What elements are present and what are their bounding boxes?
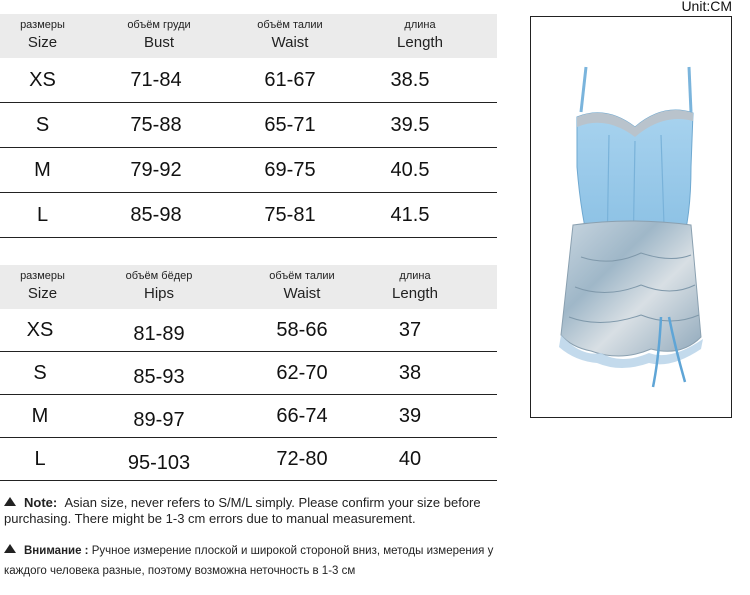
- waist-cell: 69-75: [264, 158, 316, 181]
- table-header: [0, 265, 497, 309]
- waist-cell: 75-81: [264, 203, 316, 226]
- table-row: [0, 438, 497, 481]
- right-strap: [689, 67, 691, 112]
- header-hips: [100, 265, 218, 302]
- bottom-size-table: [0, 265, 497, 481]
- top-size-table: [0, 14, 497, 238]
- header-en: Size: [27, 34, 58, 51]
- size-cell: XS: [29, 68, 56, 91]
- header-ru: размеры: [20, 270, 65, 282]
- note-russian: [4, 541, 524, 581]
- header-waist: [230, 14, 350, 51]
- length-cell: 40.5: [390, 158, 430, 181]
- header-ru: объём груди: [127, 19, 191, 31]
- table-row: [0, 309, 497, 352]
- product-photo: [530, 16, 732, 418]
- size-cell: S: [33, 361, 47, 384]
- note-english: [4, 495, 514, 527]
- size-cell: M: [34, 158, 51, 181]
- table-row: [0, 193, 497, 238]
- header-length: [355, 265, 475, 302]
- bust-cell: 75-88: [130, 113, 182, 136]
- header-en: Length: [392, 285, 438, 302]
- header-ru: объём талии: [269, 270, 335, 282]
- hips-cell: 89-97: [133, 408, 185, 431]
- header-en: Waist: [283, 285, 321, 302]
- size-cell: M: [31, 404, 49, 427]
- header-ru: объём бёдер: [125, 270, 193, 282]
- garment-illustration: [531, 17, 731, 417]
- hips-cell: 95-103: [127, 451, 191, 474]
- header-ru: длина: [404, 19, 436, 31]
- warning-triangle-icon: [4, 497, 16, 506]
- waist-cell: 58-66: [276, 318, 328, 341]
- header-ru: объём талии: [257, 19, 323, 31]
- header-en: Bust: [143, 34, 174, 51]
- table-row: [0, 395, 497, 438]
- size-cell: L: [36, 203, 49, 226]
- table-row: [0, 103, 497, 148]
- note-label: Внимание :: [24, 545, 89, 557]
- table-row: [0, 148, 497, 193]
- length-cell: 39.5: [390, 113, 430, 136]
- header-size: [0, 14, 85, 51]
- waist-cell: 66-74: [276, 404, 328, 427]
- header-waist: [242, 265, 362, 302]
- bust-cell: 71-84: [130, 68, 182, 91]
- header-ru: размеры: [20, 19, 65, 31]
- waist-cell: 61-67: [264, 68, 316, 91]
- header-length: [360, 14, 480, 51]
- waist-cell: 62-70: [276, 361, 328, 384]
- left-strap: [581, 67, 586, 112]
- note-text: Ручное измерение плоской и широкой стороной вниз, методы измерения у каждого человека разные, поэтому возможна неточность в 1-3 см: [4, 545, 494, 577]
- table-header: [0, 14, 497, 58]
- length-cell: 39: [398, 404, 422, 427]
- hips-cell: 81-89: [133, 322, 185, 345]
- length-cell: 40: [398, 447, 422, 470]
- length-cell: 38: [398, 361, 422, 384]
- length-cell: 38.5: [390, 68, 430, 91]
- unit-label: Unit:CM: [681, 0, 732, 14]
- bust-cell: 85-98: [130, 203, 182, 226]
- waist-cell: 65-71: [264, 113, 316, 136]
- note-label: Note:: [24, 495, 58, 510]
- header-en: Length: [397, 34, 443, 51]
- size-cell: XS: [26, 318, 54, 341]
- size-cell: S: [35, 113, 50, 136]
- bust-cell: 79-92: [130, 158, 182, 181]
- header-bust: [100, 14, 218, 51]
- header-size: [0, 265, 85, 302]
- waist-cell: 72-80: [276, 447, 328, 470]
- hips-cell: 85-93: [133, 365, 185, 388]
- table-row: [0, 352, 497, 395]
- warning-triangle-icon: [4, 544, 16, 553]
- header-ru: длина: [399, 270, 431, 282]
- header-en: Hips: [143, 285, 174, 302]
- length-cell: 41.5: [390, 203, 430, 226]
- size-cell: L: [34, 447, 46, 470]
- header-en: Size: [27, 285, 58, 302]
- length-cell: 37: [398, 318, 422, 341]
- header-en: Waist: [271, 34, 309, 51]
- table-row: [0, 58, 497, 103]
- note-text: Asian size, never refers to S/M/L simply. Please confirm your size before purchasing. There might be 1-3 cm errors due to manual measurement.: [4, 495, 481, 526]
